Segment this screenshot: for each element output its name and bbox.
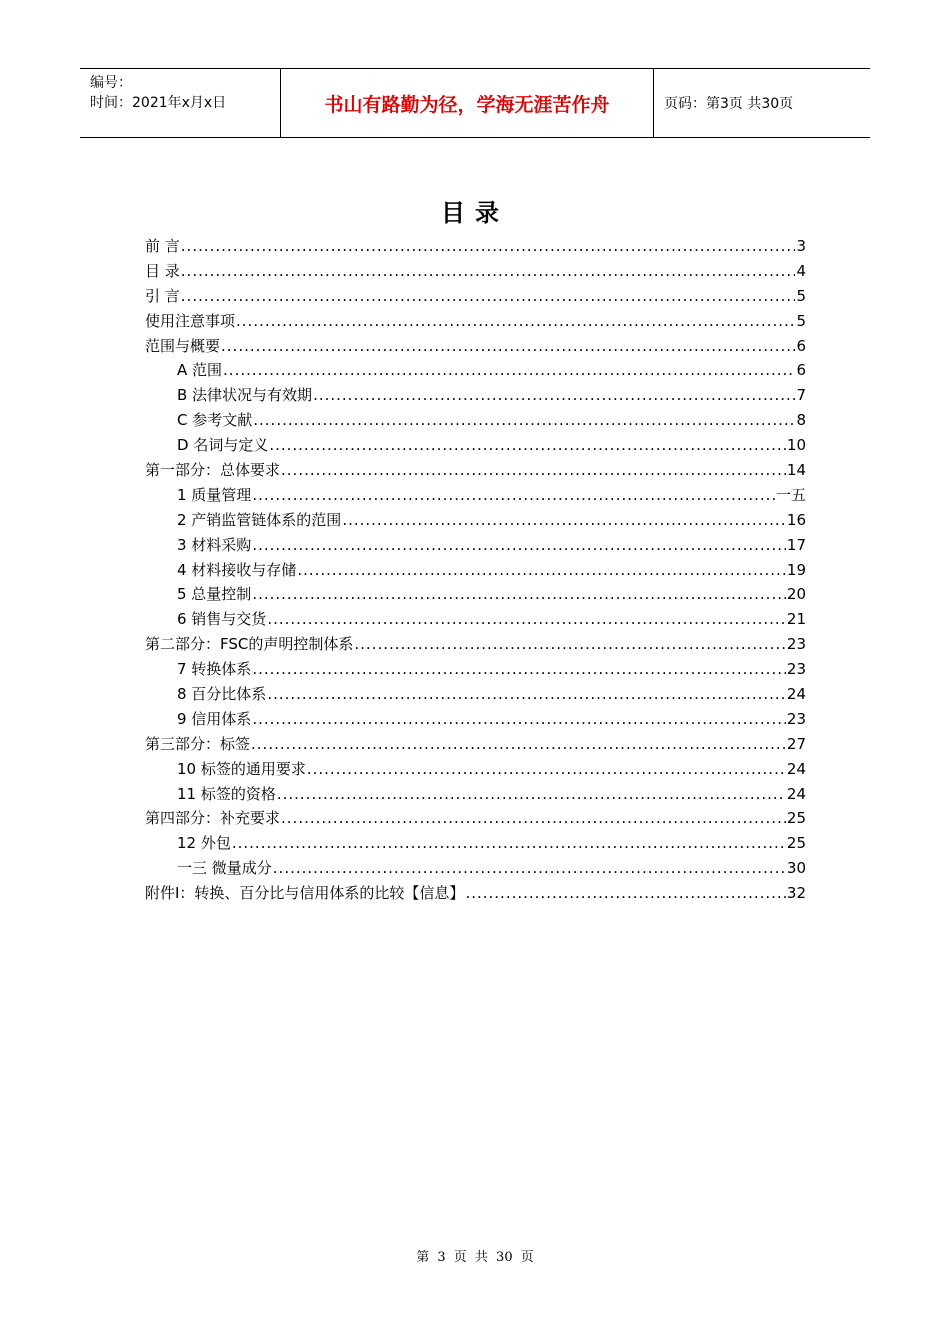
toc-entry-label: 8 百分比体系 bbox=[177, 685, 267, 704]
toc-leader-dots bbox=[277, 782, 786, 807]
toc-leader-dots bbox=[251, 732, 786, 757]
toc-entry[interactable] bbox=[145, 483, 806, 508]
toc-entry[interactable] bbox=[145, 582, 806, 607]
toc-entry-label: 9 信用体系 bbox=[177, 709, 252, 728]
header-motto: 书山有路勤为径，学海无涯苦作舟 bbox=[281, 69, 654, 137]
toc-entry[interactable] bbox=[145, 558, 806, 583]
toc-entry-label: 1 质量管理 bbox=[177, 485, 252, 504]
toc-entry-page: 3 bbox=[796, 237, 806, 255]
toc-leader-dots bbox=[181, 259, 796, 284]
header-page-number: 页码：第3页 共30页 bbox=[664, 96, 794, 112]
toc-entry-page: 5 bbox=[796, 286, 806, 305]
toc-entry-page: 24 bbox=[786, 759, 806, 778]
toc-leader-dots bbox=[252, 657, 786, 682]
toc-entry[interactable] bbox=[145, 433, 806, 458]
toc-entry-label: 第二部分：FSC的声明控制体系 bbox=[145, 635, 354, 654]
toc-leader-dots bbox=[465, 881, 785, 906]
toc-entry-label: 6 销售与交货 bbox=[177, 610, 267, 629]
toc-entry-page: 25 bbox=[786, 809, 806, 828]
toc-entry-page: 16 bbox=[786, 510, 806, 529]
toc-leader-dots bbox=[181, 234, 796, 259]
toc-leader-dots bbox=[221, 334, 795, 359]
toc-entry-label: 5 总量控制 bbox=[177, 585, 252, 604]
toc-leader-dots bbox=[267, 682, 786, 707]
toc-entry-page: 24 bbox=[786, 685, 806, 704]
toc-entry[interactable] bbox=[145, 284, 806, 309]
toc-entry[interactable] bbox=[145, 881, 806, 906]
toc-entry[interactable] bbox=[145, 508, 806, 533]
toc-leader-dots bbox=[236, 309, 795, 334]
toc-entry-label: D 名词与定义 bbox=[177, 436, 269, 455]
toc-entry-page: 32 bbox=[786, 884, 806, 903]
toc-entry[interactable] bbox=[145, 458, 806, 483]
toc-entry-label: 范围与概要 bbox=[145, 336, 221, 355]
toc-entry[interactable] bbox=[145, 657, 806, 682]
toc-leader-dots bbox=[297, 558, 786, 583]
toc-entry-page: 30 bbox=[786, 859, 806, 878]
toc-leader-dots bbox=[223, 358, 795, 383]
toc-entry-label: 11 标签的资格 bbox=[177, 784, 276, 803]
toc-entry[interactable] bbox=[145, 782, 806, 807]
toc-entry-label: A 范围 bbox=[177, 361, 223, 380]
toc-entry-label: 前 言 bbox=[145, 237, 180, 255]
toc-entry-page: 21 bbox=[786, 610, 806, 629]
toc-leader-dots bbox=[342, 508, 786, 533]
toc-leader-dots bbox=[252, 533, 786, 558]
toc-entry[interactable] bbox=[145, 234, 806, 259]
toc-entry-page: 5 bbox=[796, 311, 806, 330]
toc-entry[interactable] bbox=[145, 831, 806, 856]
toc-entry[interactable] bbox=[145, 856, 806, 881]
toc-entry[interactable] bbox=[145, 632, 806, 657]
toc-entry[interactable] bbox=[145, 806, 806, 831]
toc-entry-page: 19 bbox=[786, 560, 806, 579]
toc-entry[interactable] bbox=[145, 707, 806, 732]
toc-leader-dots bbox=[273, 856, 786, 881]
toc-entry-page: 6 bbox=[796, 361, 806, 380]
toc-entry[interactable] bbox=[145, 533, 806, 558]
toc-leader-dots bbox=[253, 408, 795, 433]
toc-entry-label: 4 材料接收与存储 bbox=[177, 560, 297, 579]
toc-leader-dots bbox=[232, 831, 786, 856]
toc-entry-label: 12 外包 bbox=[177, 834, 231, 853]
toc-leader-dots bbox=[252, 483, 775, 508]
toc-entry[interactable] bbox=[145, 383, 806, 408]
toc-entry-page: 7 bbox=[796, 386, 806, 405]
toc-entry-label: 10 标签的通用要求 bbox=[177, 759, 306, 778]
toc-entry-label: 第四部分：补充要求 bbox=[145, 809, 281, 828]
toc-entry-page: 27 bbox=[786, 734, 806, 753]
toc-entry-label: 3 材料采购 bbox=[177, 535, 252, 554]
toc-entry[interactable] bbox=[145, 607, 806, 632]
toc-leader-dots bbox=[307, 757, 786, 782]
toc-entry-page: 8 bbox=[796, 411, 806, 430]
toc-entry-page: 24 bbox=[786, 784, 806, 803]
toc-leader-dots bbox=[281, 806, 786, 831]
toc-entry[interactable] bbox=[145, 408, 806, 433]
toc-entry[interactable] bbox=[145, 358, 806, 383]
toc-entry[interactable] bbox=[145, 757, 806, 782]
toc-leader-dots bbox=[354, 632, 786, 657]
toc-entry-page: 17 bbox=[786, 535, 806, 554]
toc-entry-label: B 法律状况与有效期 bbox=[177, 386, 313, 405]
toc-entry-label: 2 产销监管链体系的范围 bbox=[177, 510, 342, 529]
toc-entry-label: 附件I：转换、百分比与信用体系的比较【信息】 bbox=[145, 884, 465, 903]
toc-entry-page: 6 bbox=[796, 336, 806, 355]
header-meta bbox=[80, 69, 281, 137]
toc-entry[interactable] bbox=[145, 259, 806, 284]
toc-entry-label: 一三 微量成分 bbox=[177, 859, 272, 878]
toc-entry-label: C 参考文献 bbox=[177, 411, 253, 430]
document-number-label: 编号： bbox=[90, 75, 132, 91]
toc-leader-dots bbox=[252, 582, 786, 607]
toc-leader-dots bbox=[281, 458, 786, 483]
toc-leader-dots bbox=[181, 284, 796, 309]
toc-entry-label: 第一部分：总体要求 bbox=[145, 461, 281, 480]
document-date: 时间：2021年x月x日 bbox=[90, 95, 227, 111]
toc-leader-dots bbox=[252, 707, 786, 732]
toc-leader-dots bbox=[313, 383, 795, 408]
toc-entry[interactable] bbox=[145, 309, 806, 334]
toc-leader-dots bbox=[269, 433, 786, 458]
toc-entry-page: 20 bbox=[786, 585, 806, 604]
toc-entry-page: 14 bbox=[786, 461, 806, 480]
toc-entry-label: 目 录 bbox=[145, 261, 180, 280]
page-header bbox=[80, 68, 870, 138]
toc-entry[interactable] bbox=[145, 334, 806, 359]
toc-entry-label: 7 转换体系 bbox=[177, 660, 252, 679]
toc-entry-label: 第三部分：标签 bbox=[145, 734, 251, 753]
toc-entry-page: 4 bbox=[796, 261, 806, 280]
toc-entry-page: 一五 bbox=[775, 485, 806, 504]
toc-entry[interactable] bbox=[145, 682, 806, 707]
table-of-contents bbox=[145, 234, 806, 906]
toc-entry-page: 25 bbox=[786, 834, 806, 853]
toc-entry-label: 引 言 bbox=[145, 286, 180, 305]
toc-entry-page: 23 bbox=[786, 635, 806, 654]
toc-leader-dots bbox=[267, 607, 786, 632]
toc-entry-page: 10 bbox=[786, 436, 806, 455]
page-footer: 第 3 页 共 30 页 bbox=[416, 1250, 534, 1265]
toc-entry-page: 23 bbox=[786, 709, 806, 728]
toc-entry-label: 使用注意事项 bbox=[145, 311, 236, 330]
toc-entry[interactable] bbox=[145, 732, 806, 757]
page-title: 目录 bbox=[441, 199, 509, 227]
toc-entry-page: 23 bbox=[786, 660, 806, 679]
